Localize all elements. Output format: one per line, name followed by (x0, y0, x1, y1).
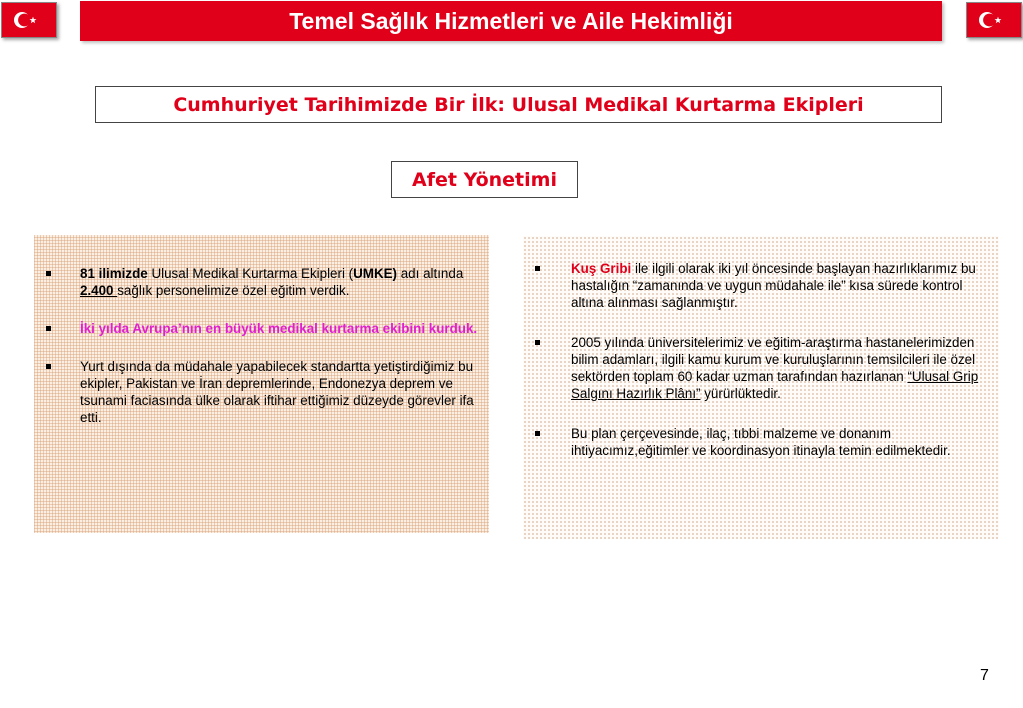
bullet-square-icon (46, 271, 51, 276)
subtitle-box (95, 86, 942, 123)
list-item: Bu plan çerçevesinde, ilaç, tıbbi malzeme ve donanım ihtiyacımız,eğitimler ve koordinasyon itinayla temin edilmektedir. (523, 425, 993, 459)
list-item: Yurt dışında da müdahale yapabilecek standartta yetiştirdiğimiz bu ekipler, Pakistan ve İran depremlerinde, Endonezya deprem ve tsunami faciasında ülke olarak iftihar ettiğimiz düzeyde görevler ifa etti. (34, 358, 484, 426)
bullet-square-icon (535, 340, 540, 345)
bullet-square-icon (46, 364, 51, 369)
page-title: Temel Sağlık Hizmetleri ve Aile Hekimliği (289, 7, 733, 34)
header-title-bar (80, 1, 942, 41)
right-panel (523, 236, 999, 539)
section-title-box (391, 161, 578, 198)
section-title: Afet Yönetimi (412, 168, 557, 191)
turkish-flag-icon (966, 2, 1022, 38)
left-panel (34, 235, 489, 533)
subtitle: Cumhuriyet Tarihimizde Bir İlk: Ulusal Medikal Kurtarma Ekipleri (173, 93, 864, 116)
bullet-square-icon (46, 326, 51, 331)
list-item: 2005 yılında üniversitelerimiz ve eğitim-araştırma hastanelerimizden bilim adamları, ilgili kamu kurum ve kuruluşlarının temsilcileri ile özel sektörden toplam 60 kadar uzman tarafından hazırlanan “Ulusal Grip Salgını Hazırlık Plânı” yürürlüktedir. (523, 334, 993, 402)
left-bullet-list (34, 265, 484, 447)
turkish-flag-icon (1, 2, 57, 38)
right-bullet-list (523, 260, 993, 482)
bullet-square-icon (535, 266, 540, 271)
list-item: 81 ilimizde Ulusal Medikal Kurtarma Ekipleri (UMKE) adı altında 2.400 sağlık personelimize özel eğitim verdik. (34, 265, 484, 299)
list-item: Kuş Gribi ile ilgili olarak iki yıl öncesinde başlayan hazırlıklarımız bu hastalığın “zamanında ve uygun müdahale ile” kısa sürede kontrol altına alınması sağlanmıştır. (523, 260, 993, 311)
list-item: İki yılda Avrupa’nın en büyük medikal kurtarma ekibini kurduk. (34, 320, 484, 337)
page-number: 7 (980, 667, 989, 684)
bullet-square-icon (535, 431, 540, 436)
